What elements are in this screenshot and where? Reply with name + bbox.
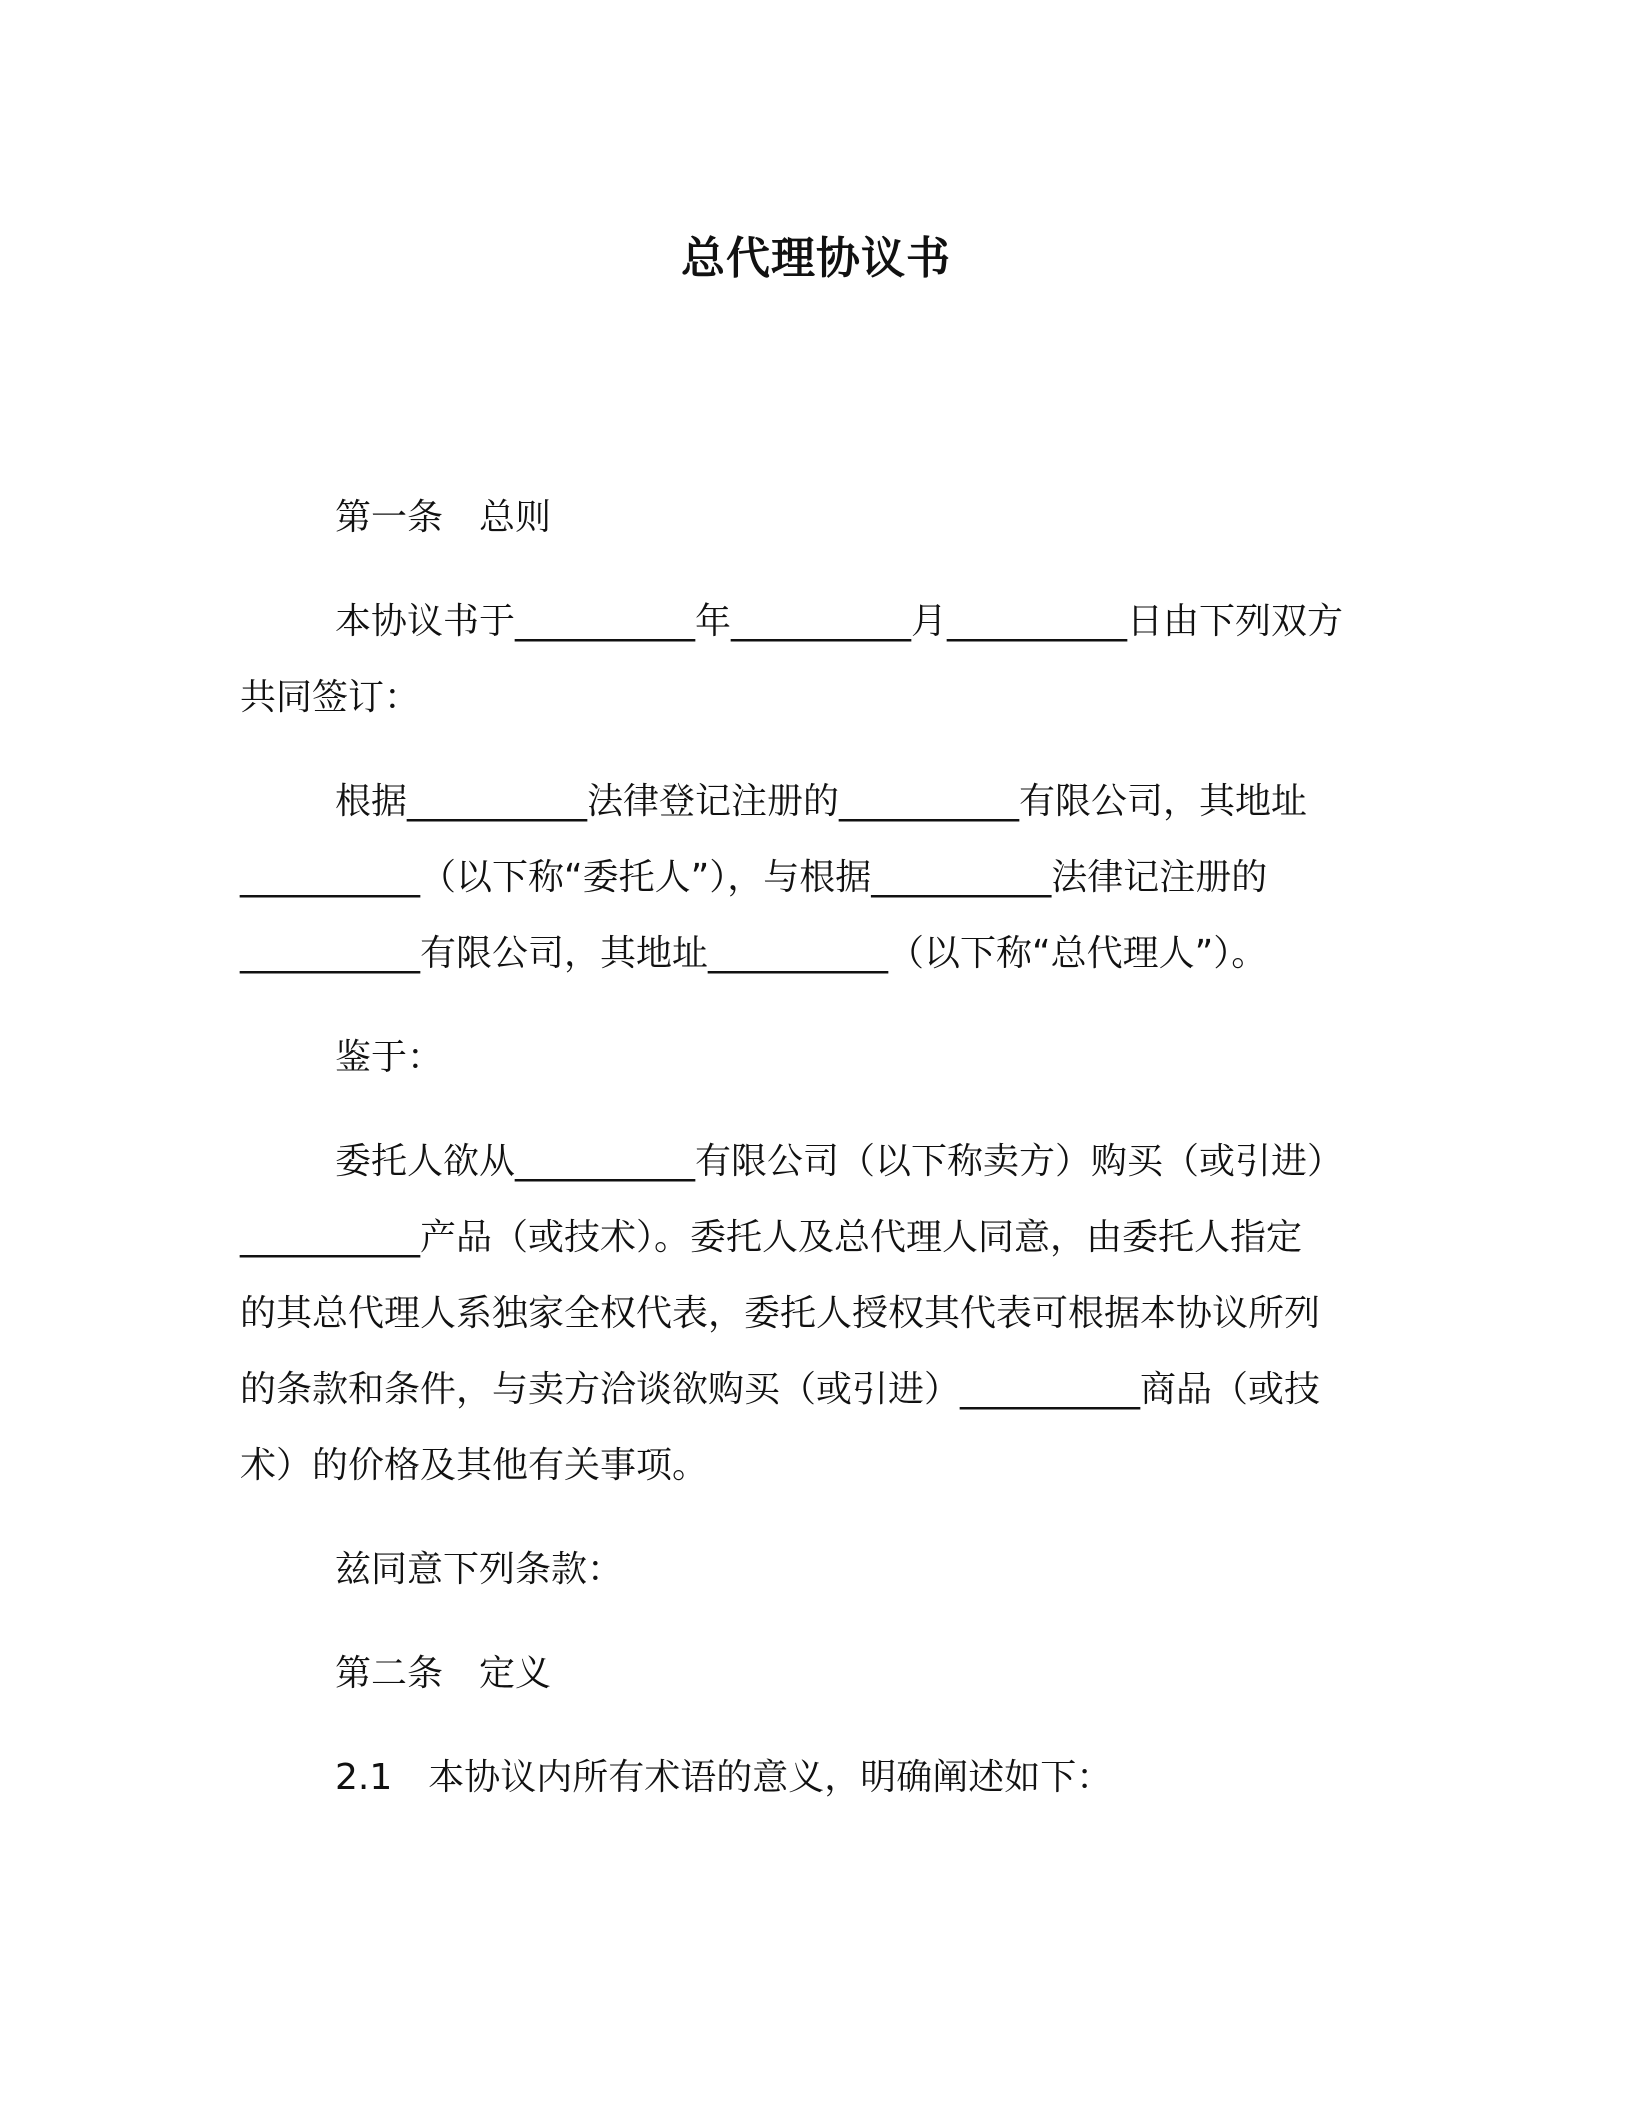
paragraph-line: __________有限公司，其地址__________（以下称“总代理人”）。	[240, 933, 1268, 974]
paragraph-line: 兹同意下列条款：	[335, 1549, 624, 1590]
paragraph-line: 共同签订：	[240, 677, 421, 718]
paragraph-line: 的条款和条件，与卖方洽谈欲购买（或引进）__________商品（或技	[240, 1369, 1321, 1410]
article-2-heading: 第二条 定义	[335, 1653, 552, 1694]
paragraph-line: 鉴于：	[335, 1037, 444, 1078]
paragraph-line: 根据__________法律登记注册的__________有限公司，其地址	[335, 781, 1308, 822]
paragraph-line: 本协议书于__________年__________月__________日由下列双方	[335, 601, 1344, 642]
paragraph-line: __________（以下称“委托人”），与根据__________法律记注册的	[240, 857, 1268, 898]
document-title: 总代理协议书	[681, 233, 951, 284]
paragraph-line: __________产品（或技术）。委托人及总代理人同意，由委托人指定	[240, 1217, 1303, 1258]
paragraph-line: 的其总代理人系独家全权代表，委托人授权其代表可根据本协议所列	[240, 1293, 1321, 1334]
clause-2-1: 2.1 本协议内所有术语的意义，明确阐述如下：	[335, 1757, 1113, 1798]
paragraph-line: 委托人欲从__________有限公司（以下称卖方）购买（或引进）	[335, 1141, 1344, 1182]
article-1-heading: 第一条 总则	[335, 497, 552, 538]
paragraph-line: 术）的价格及其他有关事项。	[240, 1445, 709, 1486]
